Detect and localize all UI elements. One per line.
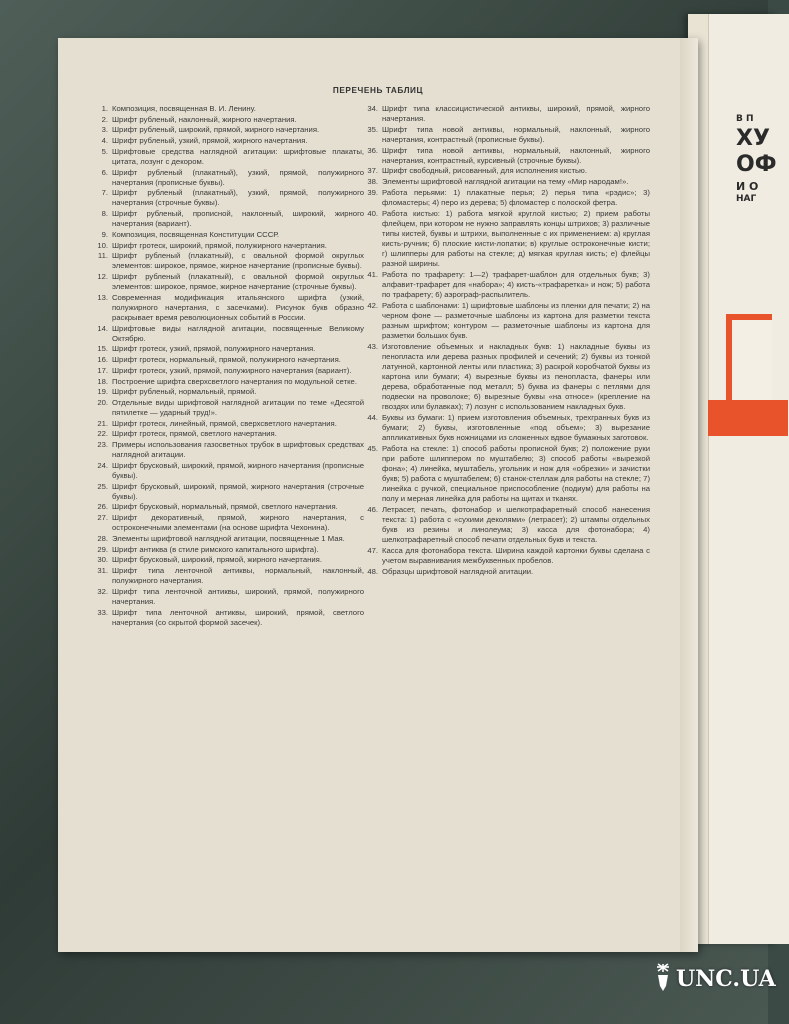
- list-item-number: 31.: [97, 565, 108, 575]
- list-item-number: 47.: [367, 545, 378, 555]
- list-item-number: 26.: [97, 502, 108, 512]
- list-item-number: 4.: [101, 136, 108, 146]
- list-item-number: 19.: [97, 387, 108, 397]
- list-item-text: Работа кистью: 1) работа мягкой круглой кистью; 2) прием работы флейцем, при котором не нужно заправлять концы штрихов; 3) различные типы кистей, буквы и штрихи, выполненные с их применением: а) круглая кисть-ручник; б) плоские кисти-лопатки; в) круглые остроконечные кисти; г) шлипперы для работы на стекле; д) мягкая круглая кисть; е) флейцы разной ширины.: [382, 208, 650, 268]
- adjacent-booklet: [688, 14, 778, 944]
- list-item-number: 13.: [97, 292, 108, 302]
- list-item-number: 23.: [97, 440, 108, 450]
- list-item-text: Шрифт гротеск, линейный, прямой, сверхсветлого начертания.: [112, 418, 337, 428]
- list-item: [92, 125, 364, 135]
- list-item-text: Шрифт брусковый, нормальный, прямой, светлого начертания.: [112, 502, 338, 512]
- list-item-text: Элементы шрифтовой наглядной агитации на тему «Мир народам!».: [382, 177, 629, 187]
- list-item: [92, 104, 364, 114]
- list-item-number: 34.: [367, 104, 378, 113]
- list-item-number: 32.: [97, 586, 108, 596]
- booklet-text-4: И О: [736, 180, 759, 193]
- list-item: [92, 251, 364, 271]
- list-item-number: 38.: [367, 177, 378, 187]
- list-item-number: 48.: [367, 566, 378, 576]
- list-item-text: Шрифт рубленый, узкий, прямой, жирного начертания.: [112, 136, 308, 146]
- list-item-text: Шрифт рубленый (плакатный), с овальной формой округлых элементов: широкое, прямое, жирное начертание (прописные буквы).: [112, 251, 364, 271]
- list-item-text: Шрифт рубленый, наклонный, жирного начертания.: [112, 114, 297, 124]
- list-item-number: 20.: [97, 397, 108, 407]
- list-item-text: Шрифт рубленый, нормальный, прямой.: [112, 387, 257, 397]
- list-item-text: Шрифт брусковый, широкий, прямой, жирного начертания (строчные буквы).: [112, 481, 364, 501]
- list-item-number: 40.: [367, 208, 378, 218]
- list-item-number: 42.: [367, 300, 378, 310]
- list-item-number: 22.: [97, 429, 108, 439]
- list-item-text: Элементы шрифтовой наглядной агитации, посвященные 1 Мая.: [112, 533, 345, 543]
- list-item-number: 37.: [367, 166, 378, 176]
- list-item-number: 3.: [101, 125, 108, 135]
- list-item: [92, 555, 364, 565]
- list-item-text: Буквы из бумаги: 1) прием изготовления объемных, трехгранных букв из бумаги; 2) буквы, изготовленные «под объем»; 3) вырезание аппликативных букв ножницами из сложенных вдвое бумажных заготовок.: [382, 412, 650, 442]
- list-item-text: Шрифт гротеск, узкий, прямой, полужирного начертания (вариант).: [112, 365, 352, 375]
- booklet-text-5: НАГ: [736, 194, 757, 204]
- list-item-text: Шрифт антиква (в стиле римского капитального шрифта).: [112, 544, 319, 554]
- list-item: [362, 146, 650, 166]
- list-item-text: Современная модификация итальянского шрифта (узкий, полужирного начертания, с засечками). Рисунок букв образно раскрывает время революционных событий в России.: [112, 292, 364, 322]
- list-item-text: Шрифт брусковый, широкий, прямой, жирного начертания.: [112, 555, 322, 565]
- list-item-text: Шрифт типа новой антиквы, нормальный, наклонный, жирного начертания, контрастный (прописные буквы).: [382, 124, 650, 144]
- list-item-number: 11.: [97, 251, 108, 261]
- list-item: [92, 136, 364, 146]
- list-item-number: 43.: [367, 341, 378, 351]
- list-item-text: Шрифт типа ленточной антиквы, широкий, прямой, светлого начертания (со скрытой формой засечек).: [112, 607, 364, 627]
- list-item: [92, 545, 364, 555]
- list-item: [362, 166, 650, 176]
- list-item-number: 29.: [97, 544, 108, 554]
- list-item-number: 41.: [367, 269, 378, 279]
- list-item-text: Шрифт рубленый (плакатный), узкий, прямой, полужирного начертания (строчные буквы).: [112, 188, 364, 208]
- list-item: [362, 567, 650, 577]
- list-item-number: 45.: [367, 443, 378, 453]
- list-item: [92, 377, 364, 387]
- right-column: [362, 104, 650, 577]
- list-item-text: Шрифт рубленый, прописной, наклонный, широкий, жирного начертания (вариант).: [112, 209, 364, 229]
- list-item-text: Шрифт брусковый, широкий, прямой, жирного начертания (прописные буквы).: [112, 460, 364, 480]
- list-item-number: 14.: [97, 323, 108, 333]
- booklet-text-3: ОФ: [736, 152, 777, 177]
- list-item: [92, 387, 364, 397]
- booklet-orange-frame: [726, 314, 772, 406]
- list-item: [92, 366, 364, 376]
- list-item-number: 9.: [101, 229, 108, 239]
- list-item-text: Примеры использования газосветных трубок в шрифтовых средствах наглядной агитации.: [112, 440, 364, 460]
- list-item-text: Шрифтовые средства наглядной агитации: шрифтовые плакаты, цитата, лозунг с декором.: [112, 146, 364, 166]
- list-item-text: Шрифт типа ленточной антиквы, нормальный, наклонный, полужирного начертания.: [112, 565, 364, 586]
- list-item: [92, 419, 364, 429]
- list-item-text: Шрифт декоративный, прямой, жирного начертания, с остроконечными элементами (на основе шрифта Чехонина).: [112, 513, 364, 533]
- list-item: [362, 209, 650, 270]
- list-item-number: 1.: [101, 104, 108, 113]
- list-item-number: 18.: [97, 376, 108, 386]
- list-item-text: Летрасет, печать, фотонабор и шелкотрафаретный способ нанесения текста: 1) работа с «сухими деколями» (летрасет); 2) штампы отдельных букв из резины и линолеума; 3) касса для фотонабора; 4) шелкотрафаретный способ печати отдельных букв и текста.: [382, 504, 650, 545]
- list-item: [92, 188, 364, 208]
- list-item-number: 36.: [367, 145, 378, 155]
- list-item-text: Композиция, посвященная Конституции СССР.: [112, 229, 280, 239]
- list-item: [362, 177, 650, 187]
- list-item-text: Образцы шрифтовой наглядной агитации.: [382, 566, 534, 576]
- list-item-text: Шрифт гротеск, прямой, светлого начертания.: [112, 429, 277, 439]
- list-item: [362, 546, 650, 566]
- list-item: [362, 104, 650, 124]
- list-item: [362, 342, 650, 413]
- list-item-number: 6.: [101, 167, 108, 177]
- list-item-text: Касса для фотонабора текста. Ширина каждой картонки буквы сделана с учетом выравнивания межбуквенных пробелов.: [382, 545, 650, 565]
- list-item-text: Шрифт типа новой антиквы, нормальный, наклонный, жирного начертания, контрастный, курсивный (строчные буквы).: [382, 145, 650, 165]
- list-item: [92, 230, 364, 240]
- list-item: [92, 482, 364, 502]
- page-fold: [680, 38, 698, 952]
- list-item-number: 17.: [97, 365, 108, 375]
- list-item: [92, 429, 364, 439]
- list-item: [92, 147, 364, 167]
- list-item-text: Отдельные виды шрифтовой наглядной агитации по теме «Десятой пятилетке — ударный труд!».: [112, 397, 364, 417]
- list-item-text: Шрифт типа классицистической антиквы, широкий, прямой, жирного начертания.: [382, 104, 650, 124]
- list-item: [92, 168, 364, 188]
- list-item-text: Шрифт свободный, рисованный, для исполнения кистью.: [382, 166, 587, 176]
- booklet-text-2: ХУ: [736, 126, 770, 151]
- list-item: [92, 209, 364, 229]
- list-item-number: 30.: [97, 555, 108, 565]
- list-item-number: 27.: [97, 513, 108, 523]
- list-item: [92, 587, 364, 607]
- list-item-number: 35.: [367, 124, 378, 134]
- list-item-number: 24.: [97, 460, 108, 470]
- list-item-text: Шрифт типа ленточной антиквы, широкий, прямой, полужирного начертания.: [112, 586, 364, 606]
- list-item: [92, 513, 364, 533]
- list-item: [92, 115, 364, 125]
- document-page: [58, 38, 698, 952]
- list-item-text: Шрифт рубленый (плакатный), с овальной формой округлых элементов: широкое, прямое, жирное начертание (строчные буквы).: [112, 272, 364, 292]
- list-item-number: 7.: [101, 188, 108, 198]
- list-item: [92, 272, 364, 292]
- list-item-number: 44.: [367, 412, 378, 422]
- list-item-text: Шрифт гротеск, нормальный, прямой, полужирного начертания.: [112, 355, 341, 365]
- list-item: [362, 413, 650, 443]
- list-item-number: 28.: [97, 533, 108, 543]
- list-item-number: 10.: [97, 240, 108, 250]
- list-item: [92, 440, 364, 460]
- list-item: [92, 461, 364, 481]
- list-item-number: 5.: [101, 146, 108, 156]
- list-item-number: 46.: [367, 504, 378, 514]
- list-item: [362, 188, 650, 208]
- list-item-number: 8.: [101, 209, 108, 219]
- pen-nib-icon: [654, 962, 672, 992]
- list-item: [92, 344, 364, 354]
- list-item-text: Работа перьями: 1) плакатные перья; 2) перья типа «рэдис»; 3) фломастеры; 4) перо из дерева; 5) фломастер с полоской фетра.: [382, 187, 650, 207]
- booklet-text-1: В П: [736, 114, 754, 124]
- list-item: [92, 608, 364, 628]
- list-item-text: Шрифт рубленый (плакатный), узкий, прямой, полужирного начертания (прописные буквы).: [112, 167, 364, 187]
- list-item-text: Изготовление объемных и накладных букв: 1) накладные буквы из пенопласта или дерева разных профилей и сечений; 2) буквы из тонкой латунной, картонной ленты или пластика; 3) раскрой коробчатой буквы из картона или бумаги; 4) вырезные буквы из пенопласта, фанеры или дерева, обработанные под металл; 5) буква из фанеры с петлями для подвески на проволоке; 6) вырезные буквы «на относе» (крепление на гвоздях или булавках); 7) лозунг с использованием накладных букв.: [382, 341, 650, 412]
- list-item: [92, 398, 364, 418]
- list-item-number: 16.: [97, 355, 108, 365]
- list-item-text: Работа по трафарету: 1—2) трафарет-шаблон для отдельных букв; 3) алфавит-трафарет для «набора»; 4) кисть-«трафаретка» и нож; 5) работа по трафарету; 6) аэрограф-распылитель.: [382, 269, 650, 299]
- list-item: [362, 125, 650, 145]
- list-item: [92, 293, 364, 323]
- list-item-text: Шрифт гротеск, узкий, прямой, полужирного начертания.: [112, 344, 316, 354]
- list-item-text: Шрифтовые виды наглядной агитации, посвященные Великому Октябрю.: [112, 323, 364, 343]
- list-item-text: Шрифт рубленый, широкий, прямой, жирного начертания.: [112, 125, 320, 135]
- list-item-number: 2.: [101, 114, 108, 124]
- list-item-number: 39.: [367, 187, 378, 197]
- left-column: [92, 104, 364, 628]
- list-item-number: 12.: [97, 272, 108, 282]
- list-item-text: Построение шрифта сверхсветлого начертания по модульной сетке.: [112, 376, 357, 386]
- booklet-orange-stripe: [708, 400, 788, 436]
- list-item-text: Композиция, посвященная В. И. Ленину.: [112, 104, 256, 113]
- list-item-number: 21.: [97, 418, 108, 428]
- list-item-text: Шрифт гротеск, широкий, прямой, полужирного начертания.: [112, 240, 327, 250]
- list-item: [92, 324, 364, 344]
- list-item: [92, 502, 364, 512]
- list-item-number: 15.: [97, 344, 108, 354]
- list-item-number: 33.: [97, 607, 108, 617]
- watermark-text: UNC.UA: [676, 966, 776, 992]
- list-item-text: Работа с шаблонами: 1) шрифтовые шаблоны из пленки для печати; 2) на черном фоне — разметочные шаблоны из картона для разметки текста разным шрифтом; контуром — разметочные шаблоны из картона для разметки больших букв.: [382, 300, 650, 340]
- list-item: [92, 241, 364, 251]
- watermark: [654, 966, 776, 992]
- page-title: ПЕРЕЧЕНЬ ТАБЛИЦ: [332, 86, 424, 95]
- list-item: [362, 270, 650, 300]
- list-item: [92, 566, 364, 586]
- list-item: [362, 301, 650, 341]
- list-item-text: Работа на стекле: 1) способ работы прописной букв; 2) положение руки при работе шлиппером по муштабелю; 3) способ работы «вырезкой фона»; 4) линейка, муштабель, угольник и нож для «обрезки» и зачистки букв; 5) работа с муштабелем; 6) станок-стеллаж для работы на стекле; 7) линейка с ручкой, специальное приспособление (подиум) для работы на полу и мерная линейка для работы на щитах и тканях.: [382, 443, 650, 504]
- list-item-number: 25.: [97, 481, 108, 491]
- list-item: [92, 355, 364, 365]
- list-item: [92, 534, 364, 544]
- list-item: [362, 505, 650, 545]
- list-item: [362, 444, 650, 505]
